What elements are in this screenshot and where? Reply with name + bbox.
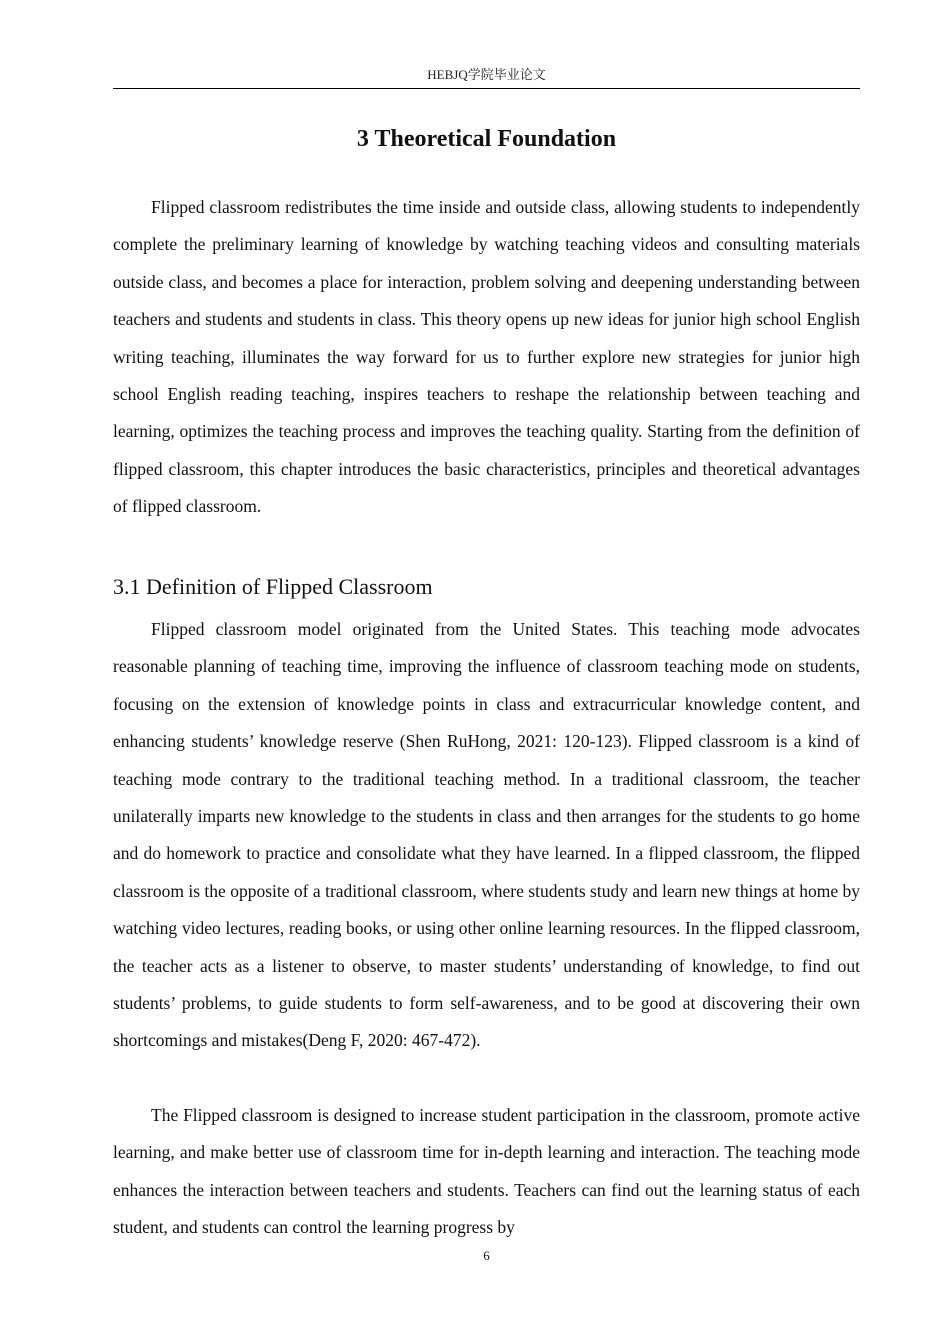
chapter-title: 3 Theoretical Foundation <box>356 126 617 152</box>
body-paragraph: The Flipped classroom is designed to increase student participation in the classroom, promote active learning, and make better use of classroom time for in-depth learning and interaction. The teaching mode enhances the interaction between teachers and students. Teachers can find out the learning status of each student, and students can control the learning progress by <box>113 1105 860 1238</box>
running-header: HEBJQ学院毕业论文 <box>427 67 546 82</box>
body-paragraph: Flipped classroom model originated from the United States. This teaching mode advocates reasonable planning of teaching time, improving the influence of classroom teaching mode on students, focusing on the extension of knowledge points in class and extracurricular knowledge content, and enhancing students’ knowledge reserve (Shen RuHong, 2021: 120-123). Flipped classroom is a kind of teaching mode contrary to the traditional teaching method. In a traditional classroom, the teacher unilaterally imparts new knowledge to the students in class and then arranges for the students to go home and do homework to practice and consolidate what they have learned. In a flipped classroom, the flipped classroom is the opposite of a traditional classroom, where students study and learn new things at home by watching video lectures, reading books, or using other online learning resources. In the flipped classroom, the teacher acts as a listener to observe, to master students’ understanding of knowledge, to find out students’ problems, to guide students to form self-awareness, and to be good at discovering their own shortcomings and mistakes(Deng F, 2020: 467-472). <box>113 619 860 1051</box>
header-rule <box>113 88 860 89</box>
section-heading: 3.1 Definition of Flipped Classroom <box>113 574 433 599</box>
page-number: 6 <box>483 1248 490 1263</box>
chapter-intro-paragraph: Flipped classroom redistributes the time inside and outside class, allowing students to independently complete the preliminary learning of knowledge by watching teaching videos and consulting materials outside class, and becomes a place for interaction, problem solving and deepening understanding between teachers and students and students in class. This theory opens up new ideas for junior high school English writing teaching, illuminates the way forward for us to further explore new strategies for junior high school English reading teaching, inspires teachers to reshape the relationship between teaching and learning, optimizes the teaching process and improves the teaching quality. Starting from the definition of flipped classroom, this chapter introduces the basic characteristics, principles and theoretical advantages of flipped classroom. <box>113 197 860 517</box>
